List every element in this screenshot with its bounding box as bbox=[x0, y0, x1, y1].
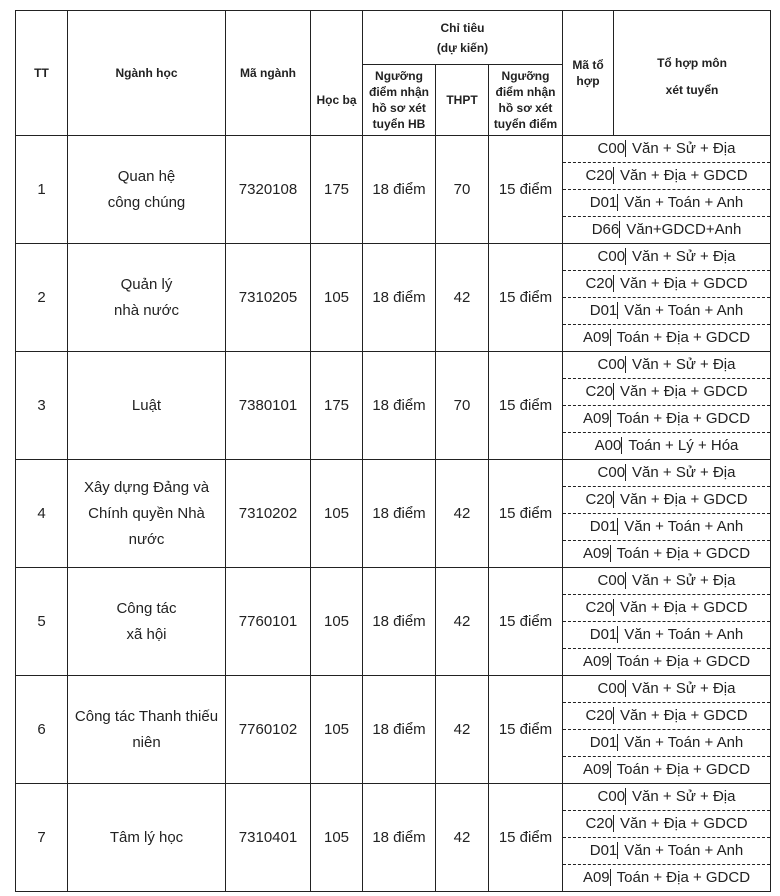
combo-code: A00 bbox=[594, 437, 622, 454]
combo-subjects: Văn + Sử + Địa bbox=[632, 572, 736, 589]
combo-code: C00 bbox=[597, 464, 626, 481]
combo-line bbox=[563, 325, 770, 351]
combo-subjects: Văn + Toán + Anh bbox=[624, 842, 744, 859]
combo-code: C20 bbox=[585, 599, 613, 616]
combo-line bbox=[563, 865, 770, 891]
combo-subjects: Văn + Sử + Địa bbox=[632, 248, 736, 265]
row-major-line: Luật bbox=[131, 396, 162, 414]
row-tt: 3 bbox=[16, 352, 68, 460]
combo-code: D01 bbox=[589, 842, 618, 859]
combo-subjects: Văn + Toán + Anh bbox=[624, 194, 744, 211]
row-hocba: 105 bbox=[311, 784, 363, 892]
table-row bbox=[16, 244, 771, 352]
combo-code: C00 bbox=[597, 680, 626, 697]
combo-subjects: Toán + Địa + GDCD bbox=[616, 653, 751, 670]
row-combos bbox=[563, 676, 771, 784]
row-major-line: Xây dựng Đảng và bbox=[83, 478, 210, 496]
combo-subjects: Toán + Địa + GDCD bbox=[616, 761, 751, 778]
row-major bbox=[68, 352, 226, 460]
row-thpt: 42 bbox=[436, 784, 489, 892]
combo-line bbox=[563, 433, 770, 459]
row-thpt: 42 bbox=[436, 568, 489, 676]
row-code: 7310205 bbox=[226, 244, 311, 352]
row-code: 7760101 bbox=[226, 568, 311, 676]
combo-subjects: Văn + Địa + GDCD bbox=[619, 167, 748, 184]
combo-subjects: Văn + Toán + Anh bbox=[624, 626, 744, 643]
combo-subjects: Toán + Địa + GDCD bbox=[616, 869, 751, 886]
row-threshold-score: 15 điểm bbox=[489, 460, 563, 568]
combo-subjects: Văn + Địa + GDCD bbox=[619, 275, 748, 292]
row-hocba: 175 bbox=[311, 136, 363, 244]
row-major-line: nhà nước bbox=[114, 301, 179, 319]
combo-line bbox=[563, 298, 770, 325]
combo-code: A09 bbox=[582, 410, 610, 427]
combo-subjects: Văn + Sử + Địa bbox=[632, 356, 736, 373]
header-quota-title: Chỉ tiêu bbox=[440, 20, 485, 35]
admissions-table-container bbox=[15, 10, 770, 886]
combo-line bbox=[563, 190, 770, 217]
row-major-line: niên bbox=[132, 733, 161, 751]
combo-code: C00 bbox=[597, 572, 626, 589]
combo-subjects: Toán + Địa + GDCD bbox=[616, 329, 751, 346]
row-major bbox=[68, 136, 226, 244]
combo-line bbox=[563, 838, 770, 865]
row-thpt: 42 bbox=[436, 676, 489, 784]
row-combos bbox=[563, 136, 771, 244]
row-code: 7310401 bbox=[226, 784, 311, 892]
combo-subjects: Văn + Toán + Anh bbox=[624, 302, 744, 319]
combo-line bbox=[563, 595, 770, 622]
combo-code: C00 bbox=[597, 140, 626, 157]
row-tt: 5 bbox=[16, 568, 68, 676]
table-row bbox=[16, 136, 771, 244]
table-row bbox=[16, 784, 771, 892]
row-threshold-hb: 18 điểm bbox=[363, 568, 436, 676]
row-threshold-hb: 18 điểm bbox=[363, 784, 436, 892]
table-row bbox=[16, 568, 771, 676]
header-combo-code: Mã tổ hợp bbox=[563, 11, 614, 136]
row-threshold-hb: 18 điểm bbox=[363, 676, 436, 784]
combo-code: A09 bbox=[582, 653, 610, 670]
row-combos bbox=[563, 244, 771, 352]
row-tt: 2 bbox=[16, 244, 68, 352]
row-major bbox=[68, 784, 226, 892]
combo-line bbox=[563, 541, 770, 567]
row-thpt: 70 bbox=[436, 352, 489, 460]
row-combos bbox=[563, 568, 771, 676]
row-tt: 6 bbox=[16, 676, 68, 784]
combo-line bbox=[563, 811, 770, 838]
combo-code: D01 bbox=[589, 194, 618, 211]
row-thpt: 70 bbox=[436, 136, 489, 244]
combo-line bbox=[563, 784, 770, 811]
header-threshold-hb: Ngưỡng điểm nhận hồ sơ xét tuyển HB bbox=[363, 65, 436, 136]
row-threshold-score: 15 điểm bbox=[489, 784, 563, 892]
row-threshold-hb: 18 điểm bbox=[363, 460, 436, 568]
combo-line bbox=[563, 136, 770, 163]
row-major bbox=[68, 568, 226, 676]
combo-code: A09 bbox=[582, 869, 610, 886]
combo-line bbox=[563, 622, 770, 649]
combo-code: C20 bbox=[585, 167, 613, 184]
combo-subjects: Văn + Địa + GDCD bbox=[619, 707, 748, 724]
combo-line bbox=[563, 487, 770, 514]
row-major bbox=[68, 460, 226, 568]
row-major-line: xã hội bbox=[126, 625, 167, 643]
table-row bbox=[16, 676, 771, 784]
combo-subjects: Văn + Sử + Địa bbox=[632, 680, 736, 697]
row-thpt: 42 bbox=[436, 244, 489, 352]
combo-subjects: Văn + Sử + Địa bbox=[632, 788, 736, 805]
row-code: 7760102 bbox=[226, 676, 311, 784]
row-major-line: Chính quyền Nhà bbox=[88, 504, 205, 522]
combo-subjects: Toán + Địa + GDCD bbox=[616, 410, 751, 427]
header-tt: TT bbox=[16, 11, 68, 136]
header-thpt: THPT bbox=[436, 65, 489, 136]
row-hocba: 105 bbox=[311, 676, 363, 784]
row-threshold-hb: 18 điểm bbox=[363, 136, 436, 244]
combo-code: C20 bbox=[585, 491, 613, 508]
combo-code: C20 bbox=[585, 275, 613, 292]
table-row bbox=[16, 460, 771, 568]
combo-code: C00 bbox=[597, 356, 626, 373]
combo-line bbox=[563, 676, 770, 703]
combo-code: C00 bbox=[597, 788, 626, 805]
row-tt: 1 bbox=[16, 136, 68, 244]
row-major-line: công chúng bbox=[107, 193, 186, 211]
admissions-table bbox=[15, 10, 771, 892]
row-tt: 7 bbox=[16, 784, 68, 892]
combo-line bbox=[563, 406, 770, 433]
row-major bbox=[68, 244, 226, 352]
combo-code: D01 bbox=[589, 302, 618, 319]
combo-subjects: Văn + Sử + Địa bbox=[632, 464, 736, 481]
row-threshold-hb: 18 điểm bbox=[363, 244, 436, 352]
combo-line bbox=[563, 379, 770, 406]
row-combos bbox=[563, 784, 771, 892]
combo-subjects: Văn + Địa + GDCD bbox=[619, 599, 748, 616]
row-combos bbox=[563, 460, 771, 568]
combo-subjects: Toán + Địa + GDCD bbox=[616, 545, 751, 562]
combo-code: C20 bbox=[585, 707, 613, 724]
row-major-line: Quản lý bbox=[120, 275, 173, 293]
row-code: 7320108 bbox=[226, 136, 311, 244]
combo-code: D01 bbox=[589, 518, 618, 535]
combo-line bbox=[563, 352, 770, 379]
row-major-line: Quan hệ bbox=[117, 167, 176, 185]
header-hocba: Học bạ bbox=[311, 65, 363, 136]
combo-code: D01 bbox=[589, 626, 618, 643]
combo-line bbox=[563, 514, 770, 541]
combo-subjects: Văn+GDCD+Anh bbox=[626, 221, 742, 238]
combo-subjects: Văn + Địa + GDCD bbox=[619, 815, 748, 832]
combo-subjects: Văn + Sử + Địa bbox=[632, 140, 736, 157]
combo-subjects: Văn + Toán + Anh bbox=[624, 734, 744, 751]
combo-line bbox=[563, 730, 770, 757]
table-row bbox=[16, 352, 771, 460]
row-hocba: 175 bbox=[311, 352, 363, 460]
header-threshold-score: Ngưỡng điểm nhận hồ sơ xét tuyển điểm bbox=[489, 65, 563, 136]
header-quota bbox=[363, 11, 563, 65]
row-code: 7310202 bbox=[226, 460, 311, 568]
row-tt: 4 bbox=[16, 460, 68, 568]
header-major: Ngành học bbox=[68, 11, 226, 136]
combo-code: A09 bbox=[582, 761, 610, 778]
row-major bbox=[68, 676, 226, 784]
combo-code: D01 bbox=[589, 734, 618, 751]
row-threshold-score: 15 điểm bbox=[489, 244, 563, 352]
combo-subjects: Văn + Địa + GDCD bbox=[619, 383, 748, 400]
combo-line bbox=[563, 460, 770, 487]
combo-line bbox=[563, 244, 770, 271]
combo-line bbox=[563, 163, 770, 190]
combo-code: C20 bbox=[585, 383, 613, 400]
row-code: 7380101 bbox=[226, 352, 311, 460]
table-body bbox=[16, 136, 771, 892]
row-threshold-score: 15 điểm bbox=[489, 676, 563, 784]
row-combos bbox=[563, 352, 771, 460]
row-threshold-score: 15 điểm bbox=[489, 136, 563, 244]
header-code: Mã ngành bbox=[226, 11, 311, 136]
row-thpt: 42 bbox=[436, 460, 489, 568]
combo-code: C20 bbox=[585, 815, 613, 832]
row-major-line: nước bbox=[128, 530, 165, 548]
row-major-line: Tâm lý học bbox=[109, 828, 184, 846]
header-combo-subjects-2: xét tuyển bbox=[665, 83, 719, 97]
combo-code: A09 bbox=[582, 545, 610, 562]
row-major-line: Công tác Thanh thiếu bbox=[74, 707, 219, 725]
combo-subjects: Văn + Toán + Anh bbox=[624, 518, 744, 535]
combo-line bbox=[563, 757, 770, 783]
combo-code: A09 bbox=[582, 329, 610, 346]
combo-subjects: Văn + Địa + GDCD bbox=[619, 491, 748, 508]
row-hocba: 105 bbox=[311, 460, 363, 568]
combo-line bbox=[563, 217, 770, 243]
combo-code: C00 bbox=[597, 248, 626, 265]
combo-line bbox=[563, 271, 770, 298]
row-hocba: 105 bbox=[311, 244, 363, 352]
combo-subjects: Toán + Lý + Hóa bbox=[628, 437, 739, 454]
combo-line bbox=[563, 703, 770, 730]
combo-line bbox=[563, 649, 770, 675]
row-threshold-hb: 18 điểm bbox=[363, 352, 436, 460]
row-threshold-score: 15 điểm bbox=[489, 568, 563, 676]
combo-code: D66 bbox=[591, 221, 620, 238]
header-combo-subjects-1: Tổ hợp môn bbox=[657, 56, 727, 70]
header-quota-sub: (dự kiến) bbox=[436, 40, 489, 55]
row-major-line: Công tác bbox=[116, 599, 177, 617]
row-hocba: 105 bbox=[311, 568, 363, 676]
header-combo-subjects bbox=[614, 11, 771, 136]
row-threshold-score: 15 điểm bbox=[489, 352, 563, 460]
combo-line bbox=[563, 568, 770, 595]
